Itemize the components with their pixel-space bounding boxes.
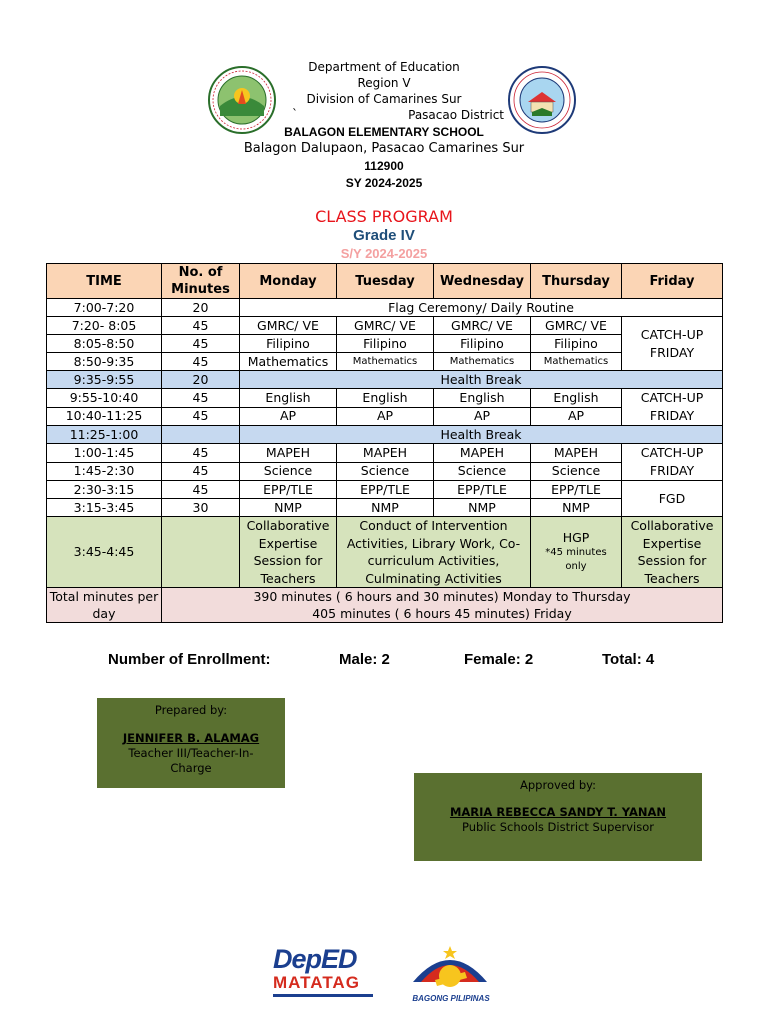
subject-cell: Mathematics <box>531 353 622 371</box>
subject-cell: Science <box>434 462 531 481</box>
health-break-cell: Health Break <box>240 426 723 444</box>
subject-cell: Mathematics <box>240 353 337 371</box>
subject-cell: EPP/TLE <box>434 481 531 499</box>
sy-subtitle: S/Y 2024-2025 <box>340 246 428 261</box>
subject-cell: MAPEH <box>434 444 531 463</box>
total-minutes-cell <box>162 588 723 623</box>
header-wednesday: Wednesday <box>434 264 531 299</box>
division: Division of Camarines Sur <box>306 92 462 106</box>
subject-cell: Science <box>240 462 337 481</box>
subject-cell: English <box>240 389 337 408</box>
table-row <box>47 407 723 426</box>
header-tuesday: Tuesday <box>337 264 434 299</box>
catch-up-friday-cell: CATCH-UP FRIDAY <box>622 444 723 481</box>
minutes-cell: 30 <box>162 499 240 517</box>
subject-cell: GMRC/ VE <box>434 317 531 335</box>
approved-by-box <box>414 773 702 861</box>
minutes-cell: 45 <box>162 335 240 353</box>
subject-cell: Filipino <box>240 335 337 353</box>
table-row <box>47 317 723 335</box>
time-cell: 10:40-11:25 <box>47 407 162 426</box>
subject-cell: NMP <box>434 499 531 517</box>
flag-ceremony-cell: Flag Ceremony/ Daily Routine <box>240 299 723 317</box>
approved-by-label: Approved by: <box>520 778 596 792</box>
approver-name: MARIA REBECCA SANDY T. YANAN <box>449 805 667 819</box>
table-row <box>47 462 723 481</box>
subject-cell: GMRC/ VE <box>337 317 434 335</box>
health-break-cell: Health Break <box>240 371 723 389</box>
subject-cell: GMRC/ VE <box>240 317 337 335</box>
school-year: SY 2024-2025 <box>345 176 423 190</box>
enrollment-total: Total: 4 <box>602 651 655 668</box>
matatag-wordmark: MATATAG <box>273 973 360 992</box>
total-line-friday: 405 minutes ( 6 hours 45 minutes) Friday <box>312 606 572 621</box>
enrollment-label: Number of Enrollment: <box>108 651 271 668</box>
enrollment-male: Male: 2 <box>339 651 390 668</box>
table-row-break <box>47 426 723 444</box>
subject-cell: AP <box>337 407 434 426</box>
total-label-cell: Total minutes per day <box>47 588 162 623</box>
catch-up-friday-cell: CATCH-UP FRIDAY <box>622 389 723 426</box>
subject-cell: Mathematics <box>337 353 434 371</box>
bagong-pilipinas-label: BAGONG PILIPINAS <box>412 994 490 1003</box>
subject-cell: Science <box>531 462 622 481</box>
prepared-by-box <box>97 698 285 788</box>
subject-cell: MAPEH <box>240 444 337 463</box>
time-cell: 3:15-3:45 <box>47 499 162 517</box>
preparer-name: JENNIFER B. ALAMAG <box>122 731 260 745</box>
minutes-cell: 20 <box>162 371 240 389</box>
approver-role: Public Schools District Supervisor <box>462 820 654 834</box>
class-program-title: CLASS PROGRAM <box>315 207 453 226</box>
hgp-label: HGP <box>562 530 590 545</box>
subject-cell: Filipino <box>531 335 622 353</box>
bagong-pilipinas-emblem-icon <box>405 942 495 994</box>
subject-cell: Mathematics <box>434 353 531 371</box>
table-header-row <box>47 264 723 299</box>
table-row <box>47 389 723 408</box>
catch-up-friday-cell: CATCH-UP FRIDAY <box>622 317 723 371</box>
minutes-cell: 45 <box>162 407 240 426</box>
minutes-cell <box>162 426 240 444</box>
school-id: 112900 <box>364 159 404 173</box>
header-friday: Friday <box>622 264 723 299</box>
enrollment-female: Female: 2 <box>464 651 534 668</box>
subject-cell: AP <box>240 407 337 426</box>
subject-cell: AP <box>434 407 531 426</box>
minutes-cell: 45 <box>162 481 240 499</box>
subject-cell: MAPEH <box>337 444 434 463</box>
table-row <box>47 481 723 499</box>
subject-cell: AP <box>531 407 622 426</box>
table-row <box>47 299 723 317</box>
region: Region V <box>357 76 411 90</box>
total-line-mon-thu: 390 minutes ( 6 hours and 30 minutes) Monday to Thursday <box>253 589 631 604</box>
subject-cell: NMP <box>240 499 337 517</box>
hgp-note: *45 minutes only <box>545 547 607 572</box>
dept-name: Department of Education <box>308 60 460 74</box>
tick-mark: ` <box>292 107 298 121</box>
deped-wordmark: DepED <box>273 944 357 974</box>
collaborative-session-cell: Collaborative Expertise Session for Teachers <box>240 517 337 588</box>
collaborative-session-cell: Collaborative Expertise Session for Teachers <box>622 517 723 588</box>
time-cell: 7:20- 8:05 <box>47 317 162 335</box>
school-address: Balagon Dalupaon, Pasacao Camarines Sur <box>243 141 525 156</box>
table-row <box>47 335 723 353</box>
minutes-cell: 45 <box>162 444 240 463</box>
subject-cell: English <box>531 389 622 408</box>
header-monday: Monday <box>240 264 337 299</box>
subject-cell: Filipino <box>337 335 434 353</box>
time-cell: 1:00-1:45 <box>47 444 162 463</box>
minutes-cell: 45 <box>162 353 240 371</box>
grade-title: Grade IV <box>353 227 415 244</box>
hgp-cell <box>531 517 622 588</box>
district: Pasacao District <box>408 108 504 122</box>
subject-cell: English <box>337 389 434 408</box>
subject-cell: GMRC/ VE <box>531 317 622 335</box>
table-row-afternoon-activities <box>47 517 723 588</box>
time-cell: 11:25-1:00 <box>47 426 162 444</box>
subject-cell: Science <box>337 462 434 481</box>
subject-cell: English <box>434 389 531 408</box>
time-cell: 9:55-10:40 <box>47 389 162 408</box>
time-cell: 8:50-9:35 <box>47 353 162 371</box>
time-cell: 8:05-8:50 <box>47 335 162 353</box>
time-cell: 2:30-3:15 <box>47 481 162 499</box>
subject-cell: NMP <box>531 499 622 517</box>
intervention-activities-cell: Conduct of Intervention Activities, Library Work, Co-curriculum Activities, Culminating Activities <box>337 517 531 588</box>
class-schedule-table <box>46 263 723 623</box>
subject-cell: Filipino <box>434 335 531 353</box>
deped-matatag-logo <box>273 944 379 1004</box>
subject-cell: EPP/TLE <box>240 481 337 499</box>
table-row-total <box>47 588 723 623</box>
minutes-cell: 45 <box>162 462 240 481</box>
subject-cell: MAPEH <box>531 444 622 463</box>
subject-cell: EPP/TLE <box>337 481 434 499</box>
minutes-cell: 20 <box>162 299 240 317</box>
time-cell: 3:45-4:45 <box>47 517 162 588</box>
prepared-by-label: Prepared by: <box>154 703 228 717</box>
table-row <box>47 499 723 517</box>
time-cell: 7:00-7:20 <box>47 299 162 317</box>
time-cell: 1:45-2:30 <box>47 462 162 481</box>
minutes-cell: 45 <box>162 317 240 335</box>
subject-cell: NMP <box>337 499 434 517</box>
table-row <box>47 444 723 463</box>
table-row-break <box>47 371 723 389</box>
header-minutes: No. of Minutes <box>162 264 240 299</box>
minutes-cell <box>162 517 240 588</box>
fgd-cell: FGD <box>622 481 723 517</box>
table-row <box>47 353 723 371</box>
subject-cell: EPP/TLE <box>531 481 622 499</box>
preparer-role: Teacher III/Teacher-In-Charge <box>128 746 254 775</box>
time-cell: 9:35-9:55 <box>47 371 162 389</box>
minutes-cell: 45 <box>162 389 240 408</box>
school-name: BALAGON ELEMENTARY SCHOOL <box>284 125 484 139</box>
header-thursday: Thursday <box>531 264 622 299</box>
header-time: TIME <box>47 264 162 299</box>
